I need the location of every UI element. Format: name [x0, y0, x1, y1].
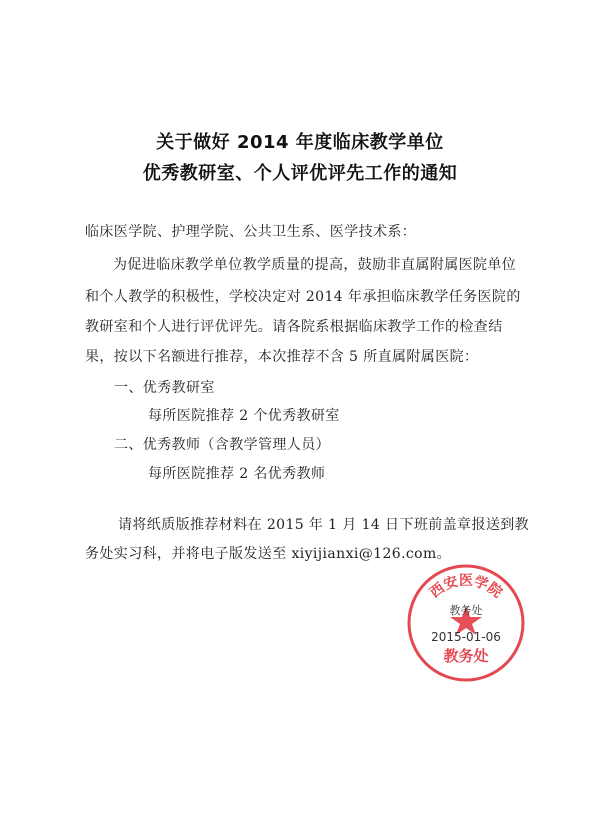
- seal-bottom-text: 教务处: [443, 647, 489, 665]
- item-detail: 每所医院推荐 2 名优秀教师: [148, 466, 326, 482]
- seal-arc-text: 西安医学院: [427, 573, 505, 602]
- recipients: 临床医学院、护理学院、公共卫生系、医学技术系：: [85, 224, 417, 240]
- notice-title-line1: 关于做好 2014 年度临床教学单位: [156, 132, 444, 153]
- seal-inner-text: 教务处: [449, 604, 483, 617]
- official-seal: [405, 562, 527, 684]
- seal-date: 2015-01-06: [431, 630, 501, 644]
- notice-title-line2: 优秀教研室、个人评优评先工作的通知: [142, 163, 458, 184]
- closing-line: 务处实习科，并将电子版发送至 xiyijianxi@126.com。: [85, 546, 452, 562]
- item-title: 二、优秀教师（含教学管理人员）: [114, 437, 330, 453]
- paragraph-line: 和个人教学的积极性，学校决定对 2014 年承担临床教学任务医院的: [85, 289, 521, 305]
- paragraph-line: 为促进临床教学单位教学质量的提高，鼓励非直属附属医院单位: [113, 257, 517, 273]
- item-title: 一、优秀教研室: [114, 380, 215, 396]
- paragraph-line: 教研室和个人进行评优评先。请各院系根据临床教学工作的检查结: [85, 319, 503, 335]
- closing-line: 请将纸质版推荐材料在 2015 年 1 月 14 日下班前盖章报送到教: [118, 517, 530, 533]
- svg-text:西安医学院: [427, 573, 505, 602]
- paragraph-line: 果，按以下名额进行推荐，本次推荐不含 5 所直属附属医院：: [85, 349, 479, 365]
- item-detail: 每所医院推荐 2 个优秀教研室: [148, 408, 340, 424]
